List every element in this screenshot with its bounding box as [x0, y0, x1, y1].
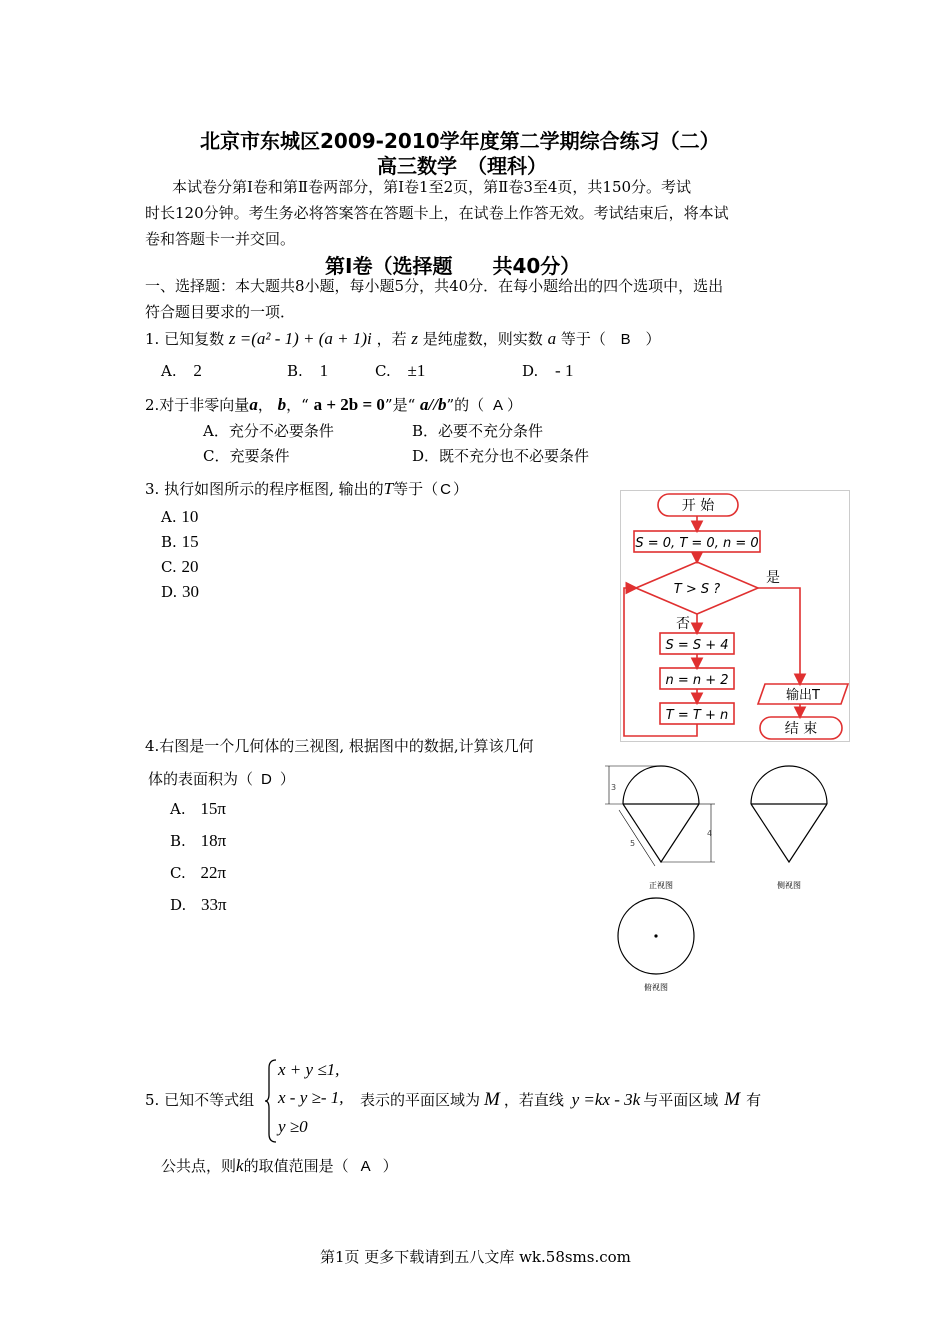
three-view-figure	[595, 762, 845, 997]
q5-prefix: 5. 已知不等式组	[145, 1091, 255, 1109]
q1-close: ）	[645, 330, 661, 348]
top-view-label: 俯视图	[644, 983, 668, 992]
q4-option-b: B. 18π	[170, 831, 227, 850]
q3-answer: C	[440, 481, 451, 498]
q1-option-b: B. 1	[287, 361, 329, 380]
q4-line1: 4.右图是一个几何体的三视图, 根据图中的数据,计算该几何	[145, 737, 534, 755]
q4-line2: 体的表面积为（ D ）	[148, 770, 295, 788]
side-semicircle	[751, 766, 827, 804]
q3-option-c: C. 20	[161, 557, 199, 576]
q5-var-m2: M	[724, 1089, 741, 1110]
q2-expr: a + 2b = 0	[313, 395, 385, 414]
q1-option-d: D. - 1	[522, 361, 574, 380]
q4-option-c: C. 22π	[170, 863, 227, 882]
q2-vec-b: b	[277, 395, 287, 414]
flow-start-label: 开 始	[681, 498, 715, 514]
dim-3-label: 3	[611, 783, 617, 792]
q5-line: y =kx - 3k	[571, 1090, 641, 1109]
q1-suffix: 等于（	[560, 330, 606, 348]
q1-var-z: z	[411, 329, 418, 348]
q4-option-d: D. 33π	[170, 895, 227, 914]
section-instr-line2: 符合题目要求的一项．	[145, 303, 296, 321]
intro-line1: 本试卷分第Ⅰ卷和第Ⅱ卷两部分，第Ⅰ卷1至2页，第Ⅱ卷3至4页，共150分。考试	[172, 178, 692, 196]
page-subtitle: 高三数学 （理科）	[377, 154, 547, 178]
q2-option-a: A．充分不必要条件	[203, 422, 334, 440]
q1-prefix: 1. 已知复数	[145, 330, 225, 348]
q2-stem: 2.对于非零向量a， b，“ a + 2b = 0”是“ a//b”的（ A ）	[145, 395, 522, 414]
q2-vec-a: a	[249, 395, 258, 414]
q3-option-d: D. 30	[161, 582, 200, 601]
flowchart	[620, 490, 850, 742]
q1-option-a: A. 2	[161, 361, 202, 380]
q3-stem: 3. 执行如图所示的程序框图, 输出的T等于（ C ）	[145, 479, 468, 498]
flow-end-label: 结 束	[784, 721, 818, 737]
flow-step3-label: T = T + n	[665, 708, 729, 723]
q1-mid2: 是纯虚数，则实数	[422, 330, 543, 348]
intro-line2: 时长120分钟。考生务必将答案答在答题卡上，在试卷上作答无效。考试结束后，将本试	[145, 204, 729, 222]
flow-no-label: 否	[676, 616, 690, 632]
q5-answer: A	[360, 1158, 371, 1175]
flow-output-label: 输出T	[786, 688, 820, 703]
q5-ineq1: x + y ≤1,	[278, 1060, 340, 1079]
q1-var-a: a	[547, 329, 557, 348]
page-footer: 第1页 更多下载请到五八文库 wk.58sms.com	[320, 1248, 631, 1266]
q2-option-d: D．既不充分也不必要条件	[412, 447, 590, 465]
q5-ineq2: x - y ≥- 1,	[278, 1088, 344, 1107]
q5-var-m: M	[484, 1089, 500, 1110]
front-view-label: 正视图	[649, 881, 673, 890]
q3-option-b: B. 15	[161, 532, 199, 551]
q1-formula: z =(a² - 1) + (a + 1)i	[228, 329, 372, 348]
q2-answer: A	[492, 397, 503, 414]
q5-line2: 公共点，则k的取值范围是（ A ）	[161, 1156, 398, 1175]
dim-4-label: 4	[707, 829, 713, 838]
q1-option-c: C. ±1	[375, 361, 426, 380]
q3-var-t: T	[383, 479, 394, 498]
q1-answer: B	[620, 331, 631, 348]
flow-step2-label: n = n + 2	[665, 673, 729, 688]
flow-init-label: S = 0, T = 0, n = 0	[635, 536, 759, 551]
intro-line3: 卷和答题卡一并交回。	[145, 230, 296, 248]
q4-option-a: A. 15π	[170, 799, 226, 818]
q5-var-k: k	[236, 1156, 244, 1175]
flow-cond-label: T > S ?	[673, 582, 721, 597]
q2-option-b: B．必要不充分条件	[412, 422, 544, 440]
side-view-label: 侧视图	[777, 881, 801, 890]
flow-yes-label: 是	[766, 570, 780, 586]
q5-brace	[264, 1058, 278, 1144]
q1-stem	[145, 326, 660, 353]
q4-answer: D	[261, 771, 272, 788]
section-heading: 第Ⅰ卷（选择题 共40分）	[325, 254, 581, 278]
front-semicircle	[623, 766, 699, 804]
dim-5-label: 5	[630, 839, 636, 848]
q1-mid: ，若	[376, 330, 407, 348]
q3-option-a: A. 10	[161, 507, 199, 526]
q2-option-c: C．充要条件	[203, 447, 290, 465]
q5-stem: 表示的平面区域为 M ，若直线 y =kx - 3k 与平面区域 M 有	[360, 1089, 762, 1110]
page-title: 北京市东城区2009-2010学年度第二学期综合练习（二）	[200, 129, 720, 153]
flow-step1-label: S = S + 4	[665, 638, 729, 653]
q2-parallel: a//b	[420, 395, 447, 414]
section-instr-line1: 一、选择题：本大题共8小题，每小题5分，共40分．在每小题给出的四个选项中，选出	[145, 277, 724, 295]
q5-ineq3: y ≥0	[278, 1117, 308, 1136]
